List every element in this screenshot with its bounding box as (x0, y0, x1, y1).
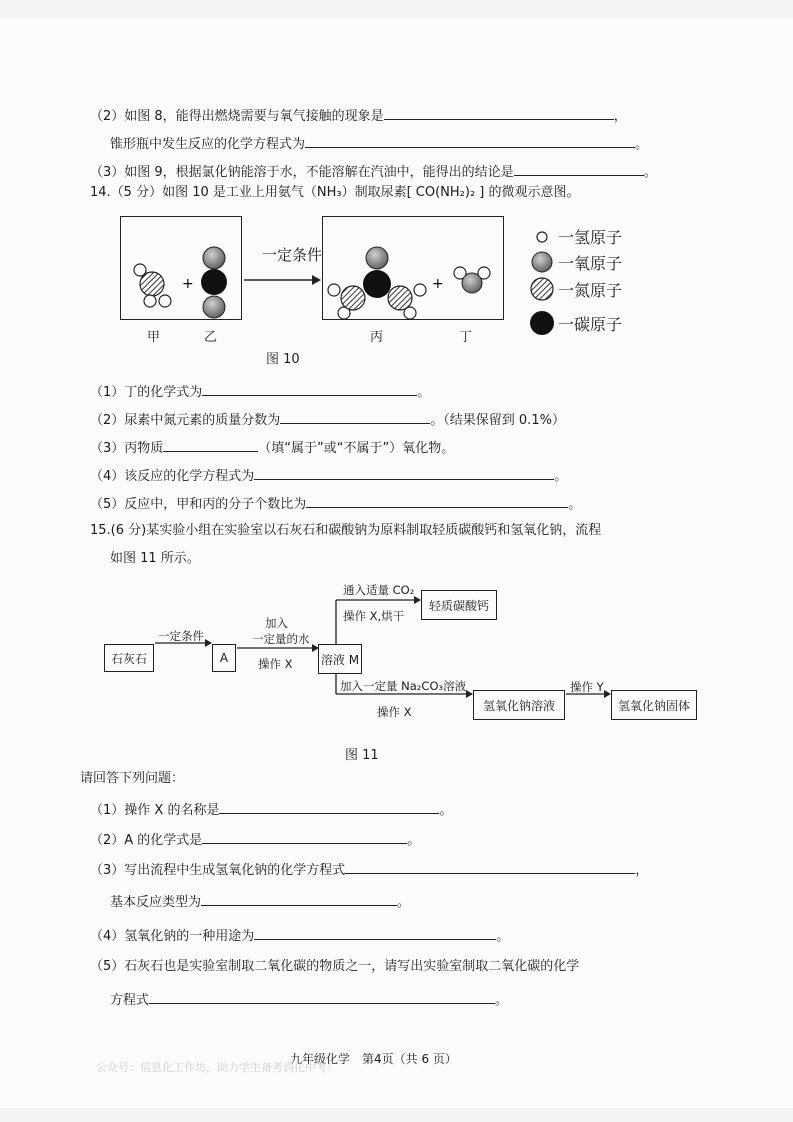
q13-part2-line: （2）如图 8，能得出燃烧需要与氧气接触的现象是 ， (90, 106, 627, 126)
flow-opx2-label: 操作 X (377, 705, 412, 719)
answer-blank[interactable] (202, 830, 407, 844)
label-jia: 甲 (147, 330, 161, 345)
q13-part2-line2: 锥形瓶中发生反应的化学方程式为 。 (110, 134, 648, 154)
q14-part1: （1）丁的化学式为 。 (90, 382, 430, 402)
label-bing: 丙 (370, 330, 384, 345)
flow-na2co3-label: 加入一定量 Na₂CO₃溶液 (340, 679, 467, 693)
q15-part1: （1）操作 X 的名称是 。 (90, 800, 452, 820)
figure-10-caption: 图 10 (266, 352, 300, 367)
q14-header: 14.（5 分）如图 10 是工业上用氨气（NH₃）制取尿素[ CO(NH₂)₂ ] 的微观示意图。 (90, 185, 580, 200)
q13-part2-text2: 锥形瓶中发生反应的化学方程式为 (110, 137, 306, 152)
figure-11-caption: 图 11 (345, 748, 379, 763)
q14-part4: （4）该反应的化学方程式为 。 (90, 466, 567, 486)
q15-header: 15.(6 分)某实验小组在实验室以石灰石和碳酸钠为原料制取轻质碳酸钙和氢氧化钠，流程 (90, 523, 602, 538)
plus-sign: + (182, 276, 194, 292)
q15-part3: （3）写出流程中生成氢氧化钠的化学方程式 ， (90, 860, 648, 880)
legend-nitrogen: 一氮原子 (558, 281, 623, 300)
answer-blank[interactable] (201, 892, 397, 906)
flow-cond-label: 一定条件 (158, 629, 204, 643)
flow-add-label: 加入 (265, 616, 288, 630)
flow-water-label: 一定量的水 (252, 632, 310, 646)
q13-part2-text: （2）如图 8，能得出燃烧需要与氧气接触的现象是 (90, 109, 384, 124)
q14-part2: （2）尿素中氮元素的质量分数为 。（结果保留到 0.1%） (90, 410, 565, 430)
flow-opx-label: 操作 X (258, 657, 293, 671)
flow-naoh-solution: 氢氧化钠溶液 (473, 690, 565, 720)
flow-solution-m: 溶液 M (318, 644, 362, 674)
label-yi: 乙 (204, 330, 218, 345)
label-ding: 丁 (459, 330, 473, 345)
legend-carbon: 一碳原子 (558, 315, 623, 334)
q13-part3-line: （3）如图 9，根据氯化钠能溶于水，不能溶解在汽油中，能得出的结论是 。 (90, 162, 657, 182)
answer-blank[interactable] (149, 990, 495, 1004)
answer-blank[interactable] (345, 860, 635, 874)
legend-oxygen: 一氧原子 (558, 254, 623, 273)
q14-part5: （5）反应中，甲和丙的分子个数比为 。 (90, 494, 581, 514)
q14-part3: （3）丙物质 （填“属于”或“不属于”）氧化物。 (90, 438, 454, 458)
q15-part5b: 方程式 。 (110, 990, 508, 1010)
watermark: 公众号：信息化工作坊，助力学生备考润化中考！ (96, 1061, 338, 1074)
plus-sign: + (432, 276, 444, 292)
flow-co2-label: 通入适量 CO₂ (343, 583, 415, 597)
answer-blank[interactable] (219, 800, 439, 814)
q13-part3-text: （3）如图 9，根据氯化钠能溶于水，不能溶解在汽油中，能得出的结论是 (90, 165, 514, 180)
q15-part4: （4）氢氧化钠的一种用途为 。 (90, 926, 509, 946)
flow-light-caco3: 轻质碳酸钙 (421, 590, 497, 620)
flow-limestone: 石灰石 (104, 644, 154, 672)
legend-hydrogen: 一氢原子 (558, 228, 623, 247)
q15-header2: 如图 11 所示。 (110, 551, 200, 566)
q15-part5: （5）石灰石也是实验室制取二氧化碳的物质之一，请写出实验室制取二氧化碳的化学 (90, 959, 580, 974)
flow-opx-dry-label: 操作 X,烘干 (343, 609, 405, 623)
q15-intro: 请回答下列问题： (80, 771, 185, 786)
flow-naoh-solid: 氢氧化钠固体 (611, 690, 697, 720)
arrow-condition-label: 一定条件 (262, 246, 323, 264)
exam-page (0, 18, 793, 1108)
flow-opy-label: 操作 Y (570, 680, 604, 694)
q15-part2: （2）A 的化学式是 。 (90, 830, 420, 850)
q15-part3b: 基本反应类型为 。 (110, 892, 410, 912)
page-footer: 九年级化学 第4页（共 6 页） (290, 1052, 457, 1066)
flow-a: A (212, 644, 236, 672)
answer-blank[interactable] (254, 926, 496, 940)
